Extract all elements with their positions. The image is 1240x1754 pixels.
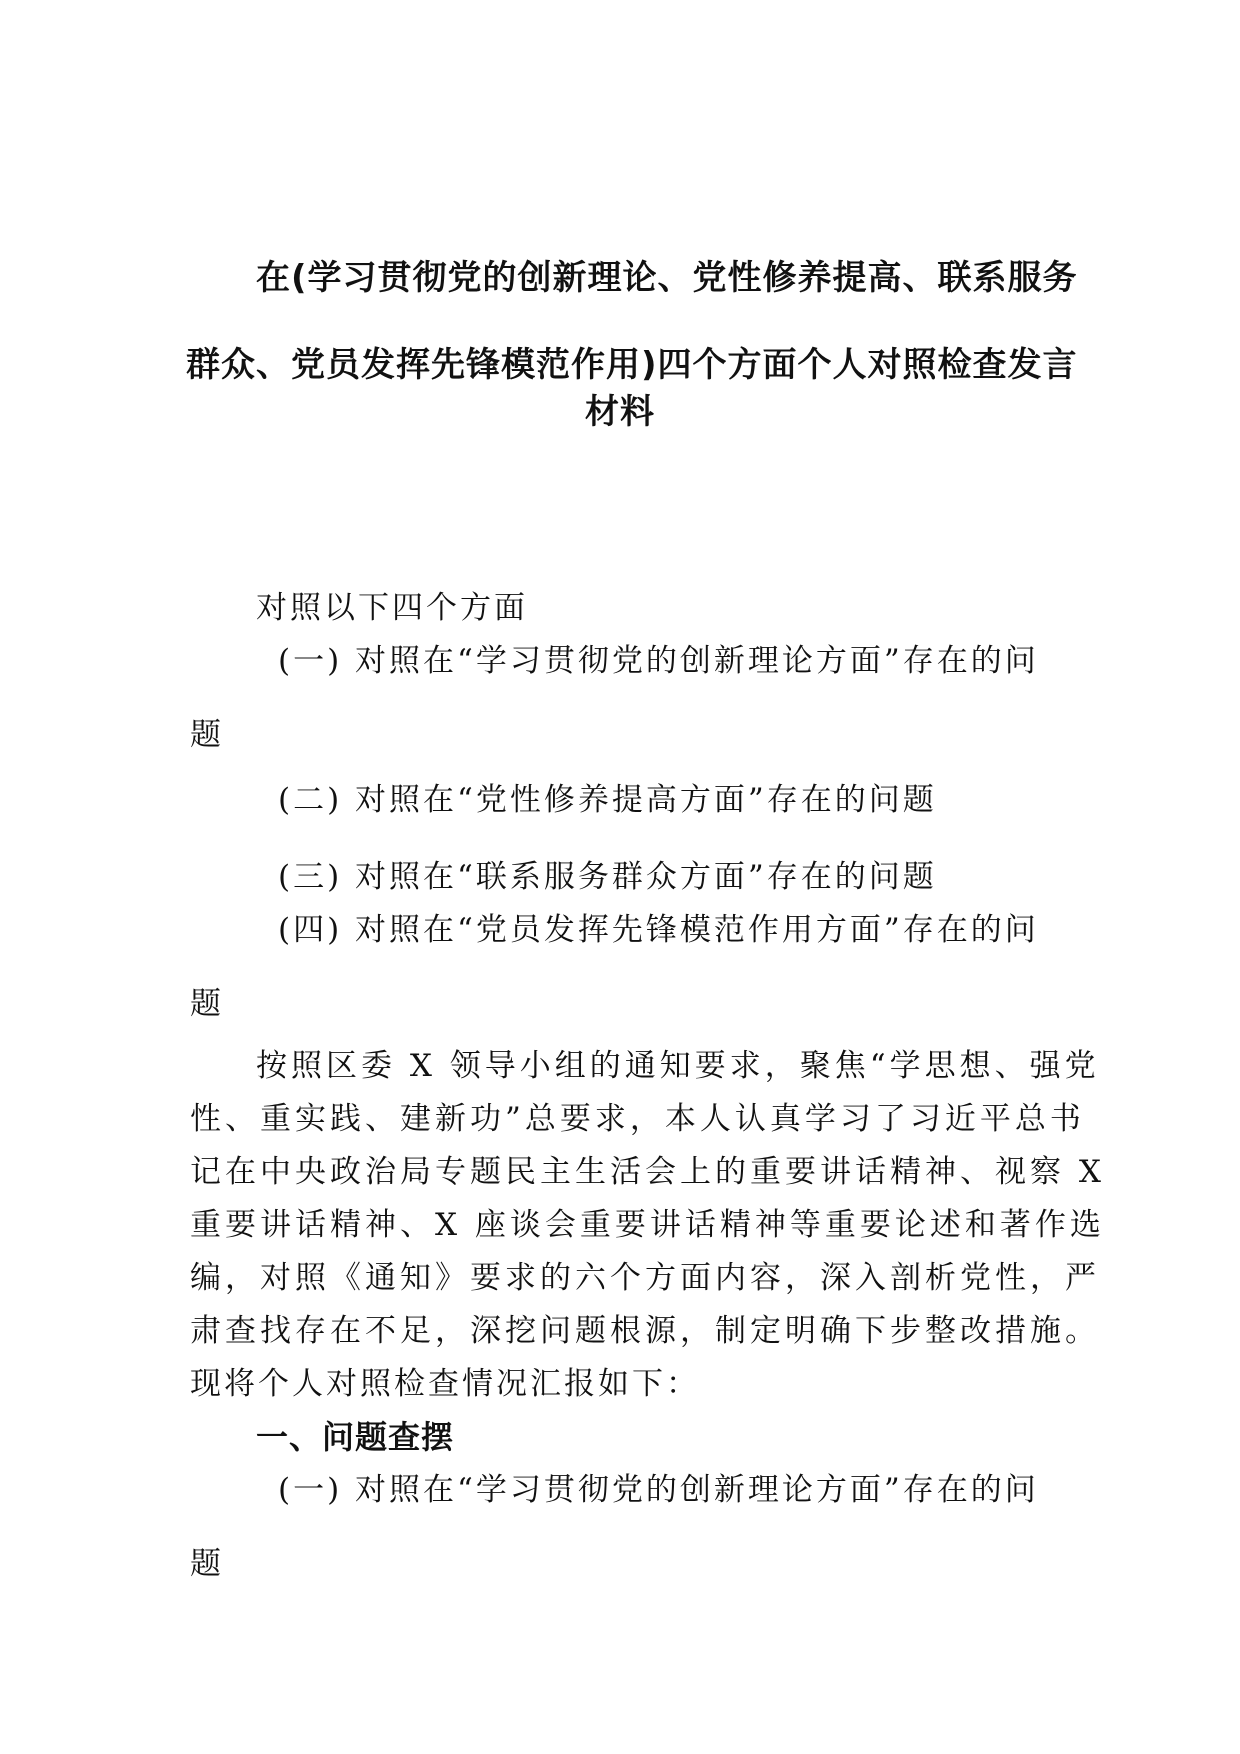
paragraph-line-3: 记在中央政治局专题民主生活会上的重要讲话精神、视察 X bbox=[190, 1154, 1105, 1190]
item-1-line-1: (一) 对照在“学习贯彻党的创新理论方面”存在的问 bbox=[278, 643, 1039, 679]
paragraph-line-5: 编，对照《通知》要求的六个方面内容，深入剖析党性，严 bbox=[190, 1260, 1100, 1296]
item-1-line-2: 题 bbox=[190, 717, 224, 753]
paragraph-line-4: 重要讲话精神、X 座谈会重要讲话精神等重要论述和著作选 bbox=[190, 1207, 1105, 1243]
paragraph-line-2: 性、重实践、建新功”总要求，本人认真学习了习近平总书 bbox=[190, 1101, 1085, 1137]
section-1-item-line-1: (一) 对照在“学习贯彻党的创新理论方面”存在的问 bbox=[278, 1472, 1039, 1508]
item-2: (二) 对照在“党性修养提高方面”存在的问题 bbox=[278, 782, 937, 818]
section-1-heading: 一、问题查摆 bbox=[256, 1418, 455, 1456]
document-title-line-1: 在(学习贯彻党的创新理论、党性修养提高、联系服务 bbox=[256, 258, 1078, 298]
section-1-item-line-2: 题 bbox=[190, 1546, 224, 1582]
paragraph-line-1: 按照区委 X 领导小组的通知要求，聚焦“学思想、强党 bbox=[256, 1048, 1100, 1084]
paragraph-line-7: 现将个人对照检查情况汇报如下： bbox=[190, 1366, 700, 1402]
document-title-line-2: 群众、党员发挥先锋模范作用)四个方面个人对照检查发言 bbox=[186, 345, 1078, 385]
document-title-line-3: 材料 bbox=[585, 392, 655, 432]
item-3: (三) 对照在“联系服务群众方面”存在的问题 bbox=[278, 859, 937, 895]
paragraph-line-6: 肃查找存在不足，深挖问题根源，制定明确下步整改措施。 bbox=[190, 1313, 1100, 1349]
item-4-line-2: 题 bbox=[190, 986, 224, 1022]
item-4-line-1: (四) 对照在“党员发挥先锋模范作用方面”存在的问 bbox=[278, 912, 1039, 948]
intro-text: 对照以下四个方面 bbox=[256, 590, 528, 626]
